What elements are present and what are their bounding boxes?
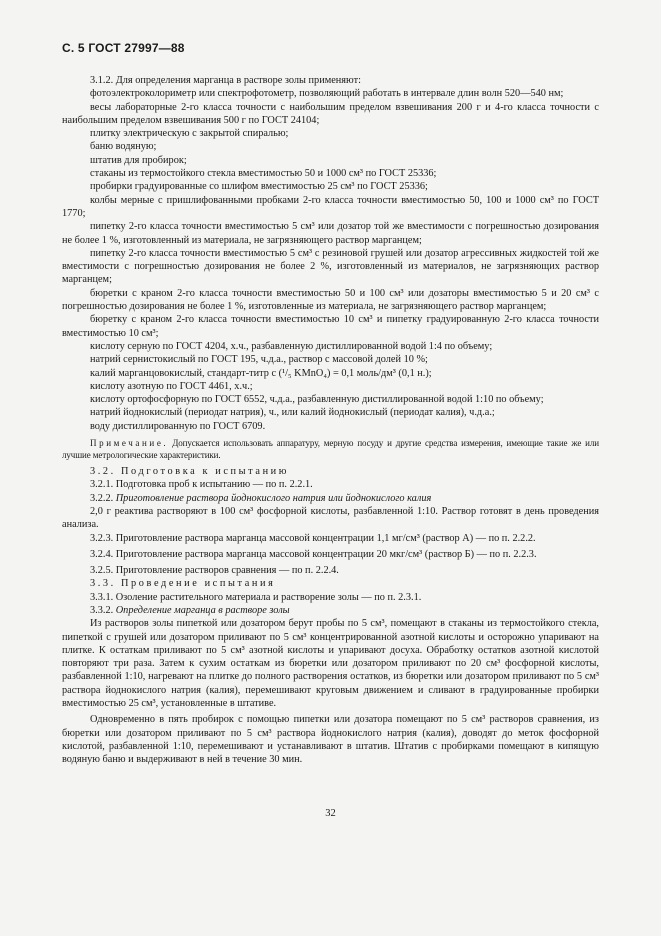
list-item: пипетку 2-го класса точности вместимостью 5 см³ с резиновой грушей или дозатор агрессивных жидкостей той же вместимости с погрешностью дозирования не более 2 %, изготовленный из материалов, не загрязняющих раствор марганцем; [62, 247, 599, 286]
section-3-2-heading: 3.2. Подготовка к испытанию [90, 466, 290, 478]
para-procedure-2: Одновременно в пять пробирок с помощью пипетки или дозатора помещают по 5 см³ растворов сравнения, из бюретки или дозатором приливают по 5 см³ раствора йоднокислого натрия (калия), доводят до меток фосфорной кислотой, разбавленной 1:10, перемешивают и устанавливают в штатив. Штатив с пробирками помещают в кипящую водяную баню и выдерживают в ней в течение 30 мин. [62, 714, 599, 766]
para-3-2-2-title: Приготовление раствора йоднокислого натрия или йоднокислого калия [115, 492, 432, 504]
list-item: натрий йоднокислый (периодат натрия), ч., или калий йоднокислый (периодат калия), ч.д.а.; [90, 407, 495, 419]
list-item: калий марганцовокислый, стандарт-титр c (¹/₅ KMnO₄) = 0,1 моль/дм³ (0,1 н.); [90, 367, 432, 379]
para-3-2-5: 3.2.5. Приготовление растворов сравнения — по п. 2.2.4. [90, 565, 339, 577]
list-item: штатив для пробирок; [90, 154, 187, 166]
document-body [62, 74, 599, 767]
note-text: Допускается использовать аппаратуру, мерную посуду и другие средства измерения, имеющие такие же или лучшие метрологические характеристики. [62, 438, 599, 461]
list-item: фотоэлектроколориметр или спектрофотометр, позволяющий работать в интервале длин волн 520—540 нм; [90, 88, 564, 100]
note [62, 437, 599, 461]
list-item: стаканы из термостойкого стекла вместимостью 50 и 1000 см³ по ГОСТ 25336; [90, 168, 437, 180]
para-3-3-2-title: Определение марганца в растворе золы [115, 604, 290, 616]
para-3-3-2 [62, 604, 599, 617]
page-header: С. 5 ГОСТ 27997—88 [62, 41, 185, 55]
para-3-2-2-text: 2,0 г реактива растворяют в 100 см³ фосфорной кислоты, разбавленной 1:10. Раствор готовят в день проведения анализа. [62, 505, 599, 531]
para-3-3-1: 3.3.1. Озоление растительного материала и растворение золы — по п. 2.3.1. [90, 591, 422, 603]
list-item: кислоту азотную по ГОСТ 4461, х.ч.; [90, 380, 253, 392]
list-item: плитку электрическую с закрытой спиралью; [90, 128, 289, 140]
note-label: Примечание. [90, 438, 169, 449]
para-procedure-1: Из растворов золы пипеткой или дозатором берут пробы по 5 см³, помещают в стаканы из термостойкого стекла, пипеткой с грушей или дозатором приливают по 5 см³ концентрированной азотной кислоты и осторожно упаривают на плитке. К остаткам приливают по 5 см³ азотной кислоты и упаривают досуха. Обработку остатков азотной кислотой повторяют три раза. Затем к сухим остаткам из бюретки или дозатором приливают по 20 см³ фосфорной кислоты, разбавленной 1:10, нагревают на плитке до полного растворения остатков, из бюретки или дозатором приливают по 5 см³ раствора йоднокислого натрия (калия), перемешивают круговым движением и сливают в градуированные пробирки вместимостью 25 см³, установленные в штативе. [62, 618, 599, 710]
list-item: бюретку с краном 2-го класса точности вместимостью 10 см³ и пипетку градуированную 2-го класса точности вместимостью 10 см³; [62, 314, 599, 339]
list-item: пипетку 2-го класса точности вместимостью 5 см³ или дозатор той же вместимости с погрешностью дозирования не более 1 %, изготовленный из материала, не загрязняющего раствор марганцем; [62, 221, 599, 246]
list-item: пробирки градуированные со шлифом вместимостью 25 см³ по ГОСТ 25336; [90, 181, 428, 193]
para-number: 3.2.2. [90, 492, 116, 504]
list-item: бюретки с краном 2-го класса точности вместимостью 50 и 100 см³ или дозаторы вместимостью 5 и 20 см³ с погрешностью дозирования не более 1 %, изготовленные из материала, не загрязняющего раствор марганцем; [62, 287, 599, 313]
para-3-2-1: 3.2.1. Подготовка проб к испытанию — по п. 2.2.1. [90, 479, 313, 491]
section-3-3-heading: 3.3. Проведение испытания [90, 578, 276, 590]
list-item: колбы мерные с пришлифованными пробками 2-го класса точности вместимостью 50, 100 и 1000 см³ по ГОСТ 1770; [62, 194, 599, 219]
para-3-2-3: 3.2.3. Приготовление раствора марганца массовой концентрации 1,1 мг/см³ (раствор А) — по п. 2.2.2. [90, 532, 536, 544]
list-item: весы лабораторные 2-го класса точности с наибольшим пределом взвешивания 200 г и 4-го класса точности с наибольшим пределом взвешивания 500 г по ГОСТ 24104; [62, 101, 599, 126]
para-3-2-4: 3.2.4. Приготовление раствора марганца массовой концентрации 20 мкг/см³ (раствор Б) — по п. 2.2.3. [90, 548, 537, 560]
list-item: кислоту ортофосфорную по ГОСТ 6552, ч.д.а., разбавленную дистиллированной водой 1:10 по объему; [90, 394, 544, 406]
list-item: кислоту серную по ГОСТ 4204, х.ч., разбавленную дистиллированной водой 1:4 по объему; [90, 340, 493, 352]
page-number: 32 [325, 808, 336, 819]
list-item: натрий сернистокислый по ГОСТ 195, ч.д.а., раствор с массовой долей 10 %; [90, 354, 428, 366]
para-3-2-2 [62, 492, 599, 505]
list-item: баню водяную; [90, 141, 157, 153]
para-number: 3.3.2. [90, 604, 116, 616]
para-3-1-2: 3.1.2. Для определения марганца в растворе золы применяют: [90, 75, 361, 86]
list-item: воду дистиллированную по ГОСТ 6709. [90, 420, 266, 432]
